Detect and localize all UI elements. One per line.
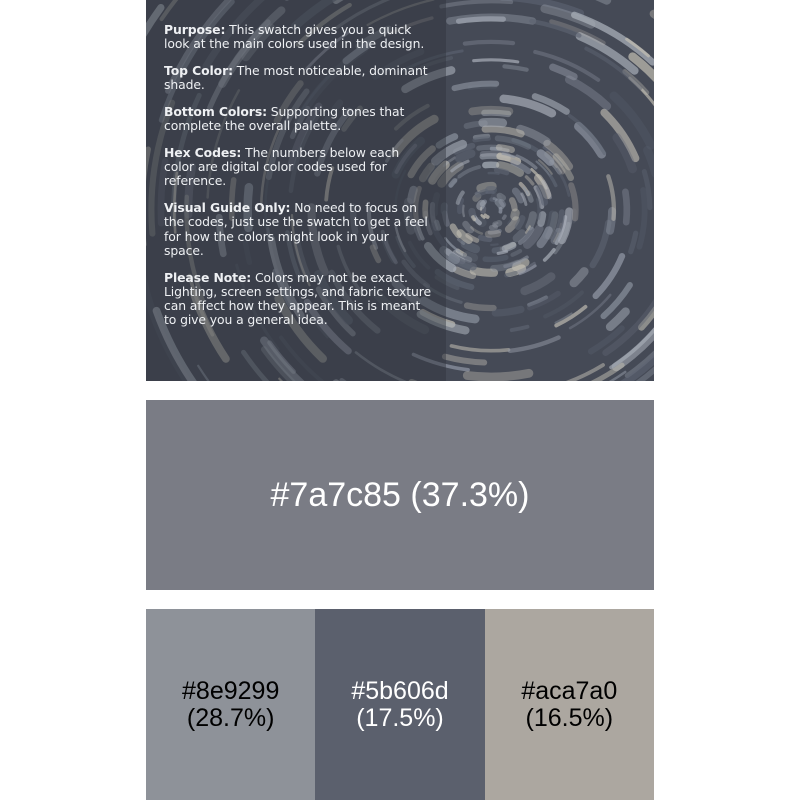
swirl-stroke: [518, 218, 522, 226]
note-text: The most noticeable, dominant shade.: [164, 63, 428, 93]
bottom-color-swatch-2: [315, 609, 484, 800]
swirl-stroke: [529, 215, 533, 227]
swirl-stroke: [451, 181, 455, 186]
swatch-percent: (37.3%): [410, 476, 530, 514]
swirl-stroke: [466, 224, 471, 230]
swirl-stroke: [495, 223, 499, 225]
swirl-stroke: [488, 234, 497, 235]
swirl-stroke: [472, 211, 473, 215]
note-heading: Please Note:: [164, 269, 252, 285]
notes-panel: [164, 23, 432, 340]
note-heading: Bottom Colors:: [164, 104, 267, 119]
swirl-stroke: [495, 309, 521, 313]
swirl-stroke: [481, 238, 490, 240]
note-visual-guide: [164, 201, 432, 258]
note-please-note: [164, 271, 432, 328]
swirl-stroke: [450, 17, 533, 21]
swirl-stroke: [472, 110, 509, 112]
swirl-stroke: [538, 200, 539, 219]
swirl-stroke: [467, 306, 494, 309]
bottom-color-swatch-1: [146, 609, 315, 800]
swirl-stroke: [483, 122, 503, 123]
swatch-label: [351, 678, 448, 732]
note-bottom-colors: [164, 105, 432, 133]
swatch-percent: (17.5%): [356, 703, 444, 732]
swatch-hex: #5b606d: [351, 676, 449, 705]
swirl-stroke: [515, 213, 516, 216]
swirl-stroke: [498, 252, 506, 254]
swatch-label: [271, 476, 530, 514]
swirl-stroke: [499, 147, 512, 150]
note-purpose: [164, 23, 432, 51]
swatch-percent: (16.5%): [525, 703, 614, 732]
swirl-stroke: [498, 202, 501, 206]
swirl-stroke: [485, 258, 506, 260]
swatch-hex: #8e9299: [182, 676, 280, 705]
swirl-stroke: [465, 42, 513, 44]
note-text: The numbers below each color are digital color codes used for reference.: [164, 145, 400, 189]
note-heading: Visual Guide Only:: [164, 200, 291, 216]
note-text: This swatch gives you a quick look at the main colors used in the design.: [164, 22, 425, 52]
swatch-label: [521, 678, 617, 732]
swirl-stroke: [491, 244, 498, 245]
swirl-stroke: [505, 245, 513, 248]
swirl-stroke: [475, 139, 489, 141]
swirl-stroke: [467, 255, 474, 258]
swatch-label: [182, 678, 279, 732]
note-hex-codes: [164, 146, 432, 189]
note-heading: Hex Codes:: [164, 145, 242, 160]
swirl-stroke: [494, 265, 510, 268]
swirl-stroke: [465, 244, 476, 249]
swirl-stroke: [500, 196, 503, 198]
note-top-color: [164, 64, 432, 92]
swirl-stroke: [504, 216, 505, 218]
swirl-stroke: [506, 273, 515, 275]
swirl-stroke: [467, 373, 529, 377]
swirl-stroke: [497, 170, 507, 172]
note-heading: Purpose:: [164, 22, 226, 37]
swirl-stroke: [512, 200, 515, 208]
swirl-stroke: [554, 232, 558, 241]
swirl-stroke: [473, 217, 474, 219]
swirl-stroke: [494, 199, 496, 200]
swirl-stroke: [517, 233, 522, 238]
rug-photo: [146, 0, 654, 381]
swirl-stroke: [480, 204, 481, 206]
swirl-stroke: [485, 215, 488, 217]
swirl-stroke: [489, 173, 499, 174]
swatch-hex: #7a7c85: [270, 476, 401, 514]
swatch-percent: (28.7%): [186, 703, 275, 732]
top-color-swatch: [146, 400, 654, 590]
swirl-stroke: [463, 206, 464, 216]
swirl-stroke: [459, 154, 471, 159]
swirl-stroke: [495, 249, 502, 250]
bottom-color-swatch-3: [485, 609, 654, 800]
note-text: No need to focus on the codes, just use the swatch to get a feel for how the colors might look in your space.: [164, 200, 428, 258]
swirl-stroke: [559, 212, 562, 230]
note-text: Colors may not be exact. Lighting, screen settings, and fabric texture can affect how they appear. This is meant to give you a general idea.: [164, 269, 431, 328]
note-text: Supporting tones that complete the overall palette.: [164, 104, 405, 134]
swirl-stroke: [541, 215, 543, 223]
swatch-hex: #aca7a0: [521, 676, 618, 705]
swirl-stroke: [474, 271, 494, 273]
swirl-stroke: [625, 192, 626, 222]
note-heading: Top Color:: [164, 63, 233, 78]
